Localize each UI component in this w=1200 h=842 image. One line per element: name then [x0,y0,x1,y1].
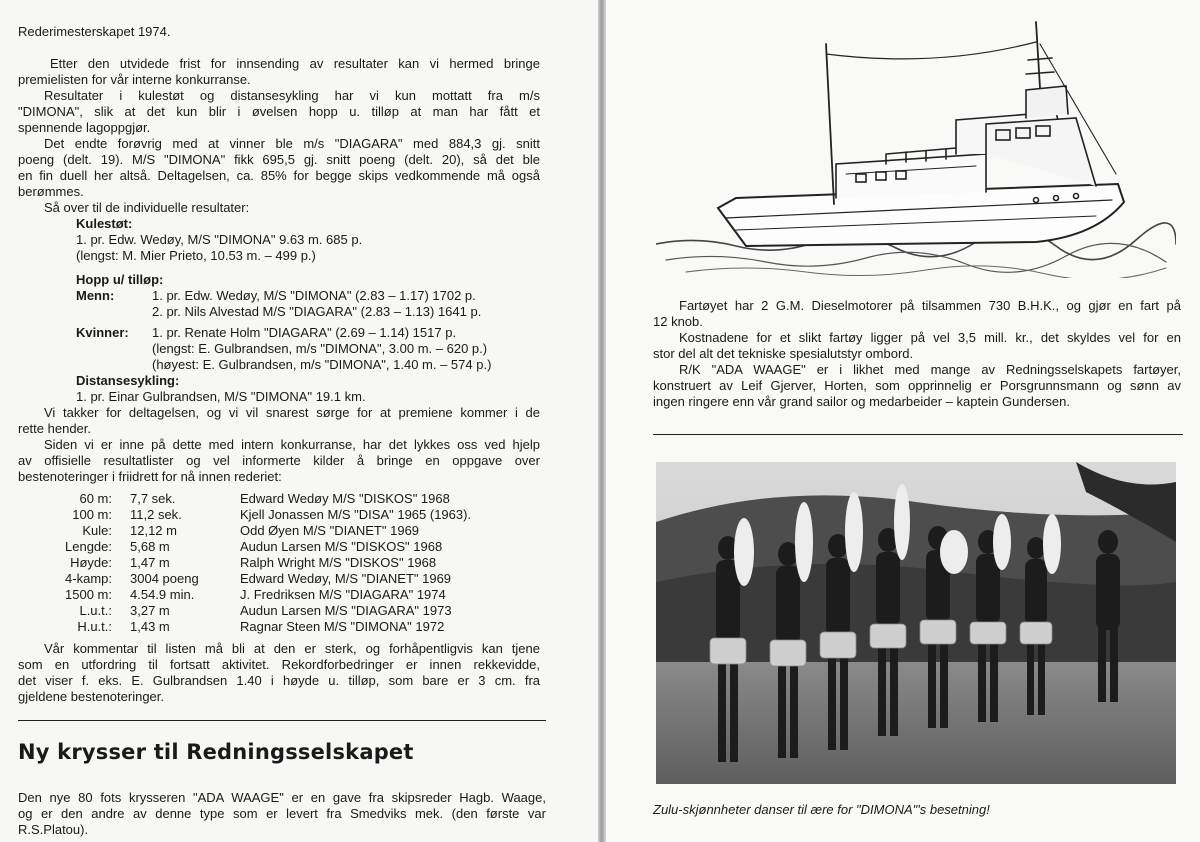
para8-line: R.S.Platou). [18,822,89,837]
left-page [0,0,598,842]
para1-line: Etter den utvidede frist for innsending av resultater kan vi hermed bringe [50,56,540,71]
record-row [18,539,540,555]
para7-line: Vår kommentar til listen må bli at den er sterk, og forhåpentligvis kan tjene [44,641,540,656]
record-holder: Edward Wedøy, M/S "DIANET" 1969 [240,571,452,586]
para6-line: av offisielle resultatlister og vel informerte kilder å bringe en oppgave over [18,453,540,468]
record-result: 1,43 m [130,619,170,634]
para3-line: poeng (delt. 19). M/S "DIMONA" fikk 695,5 gj. snitt poeng (delt. 20), så det ble [18,152,540,167]
right-para3-line: konstruert av Leif Gjerver, Horten, som opprinnelig er Porsgrunnsmann og sønn av [653,378,1181,393]
kvinner-label: Kvinner: [76,325,129,340]
hopp-menn-row [18,288,540,304]
record-event: L.u.t.: [79,603,112,618]
hopp-kvinner-row [18,357,540,373]
kulestot-line: (lengst: M. Mier Prieto, 10.53 m. – 499 p.) [76,248,316,263]
right-para2-line: Kostnadene for et slikt fartøy ligger på vel 3,5 mill. kr., det skyldes vel for en [679,330,1181,345]
para6-line: bestenoteringer i friidrett for nå innen rederiet: [18,469,282,484]
record-row [18,587,540,603]
kvinner-line: 1. pr. Renate Holm "DIAGARA" (2.69 – 1.14) 1517 p. [152,325,457,340]
hopp-kvinner-row [18,341,540,357]
divider-line [653,434,1183,435]
book-gutter [598,0,606,842]
record-event: 60 m: [79,491,112,506]
record-event: Høyde: [70,555,112,570]
record-event: 1500 m: [65,587,112,602]
para7-line: det viser f. eks. E. Gulbrandsen 1.40 i høyde u. tilløp, som bare er 3 cm. fra [18,673,540,688]
menn-line: 1. pr. Edw. Wedøy, M/S "DIMONA" (2.83 – 1.17) 1702 p. [152,288,476,303]
para7-line: som en utfordring til fortsatt aktivitet. Rekordforbedringer er innen rekkevidde, [18,657,540,672]
record-event: 4-kamp: [65,571,112,586]
para7-line: gjeldene bestenoteringer. [18,689,165,704]
record-result: 3,27 m [130,603,170,618]
right-para1-line: Fartøyet har 2 G.M. Dieselmotorer på tilsammen 730 B.H.K., og gjør en fart på [679,298,1181,313]
para8-line: Den nye 80 fots krysseren "ADA WAAGE" er en gave fra skipsreder Hagb. Waage, [18,790,546,805]
para6-line: Siden vi er inne på dette med intern konkurranse, har det lykkes oss ved hjelp [44,437,540,452]
record-result: 11,2 sek. [130,507,182,522]
record-holder: Ralph Wright M/S "DISKOS" 1968 [240,555,437,570]
record-event: Kule: [82,523,112,538]
record-event: 100 m: [72,507,112,522]
para4-line: Så over til de individuelle resultater: [44,200,250,215]
distanse-heading: Distansesykling: [76,373,180,388]
para5-line: rette hender. [18,421,91,436]
para2-line: spennende lagoppgjør. [18,120,151,135]
para3-line: en fin duell her altså. Deltagelsen, ca. 85% for begge skips vedkommende må også [18,168,540,183]
record-row [18,507,540,523]
left-text-column [18,24,540,705]
record-row [18,523,540,539]
para3-line: berømmes. [18,184,84,199]
record-row [18,571,540,587]
record-row [18,619,540,635]
record-result: 12,12 m [130,523,177,538]
right-para3-line: R/K "ADA WAAGE" er i likhet med mange av Redningsselskapets fartøyer, [679,362,1181,377]
right-para2-line: stor del alt det tekniske spesialutstyr ombord. [653,346,914,361]
para2-line: "DIMONA", slik at det kun blir i øvelsen hopp u. tilløp at man har fått et [18,104,540,119]
record-holder: Audun Larsen M/S "DISKOS" 1968 [240,539,443,554]
section-heading: Ny krysser til Redningsselskapet [18,740,414,764]
para8-line: og er den andre av denne type som er levert fra Smedviks mek. (den første var [18,806,546,821]
hopp-menn-row [18,304,540,320]
kulestot-line: 1. pr. Edw. Wedøy, M/S "DIMONA" 9.63 m. 685 p. [76,232,363,247]
photo-caption: Zulu-skjønnheter danser til ære for "DIMONA"'s besetning! [653,802,990,817]
distanse-line: 1. pr. Einar Gulbrandsen, M/S "DIMONA" 19.1 km. [76,389,366,404]
para3-line: Det endte forøvrig med at vinner ble m/s "DIAGARA" med 884,3 gj. snitt [44,136,540,151]
record-holder: J. Fredriksen M/S "DIAGARA" 1974 [240,587,446,602]
record-result: 5,68 m [130,539,170,554]
kulestot-heading: Kulestøt: [76,216,133,231]
record-holder: Ragnar Steen M/S "DIMONA" 1972 [240,619,445,634]
record-holder: Odd Øyen M/S "DIANET" 1969 [240,523,420,538]
record-row [18,491,540,507]
record-row [18,603,540,619]
right-page [606,0,1200,842]
record-result: 3004 poeng [130,571,199,586]
record-holder: Kjell Jonassen M/S "DISA" 1965 (1963). [240,507,472,522]
para2-line: Resultater i kulestøt og distansesykling har vi kun mottatt fra m/s [44,88,540,103]
para1-line: premielisten for vår interne konkurranse. [18,72,251,87]
right-text-column [653,298,1181,410]
record-row [18,555,540,571]
hopp-heading: Hopp u/ tilløp: [76,272,164,287]
record-result: 1,47 m [130,555,170,570]
intro-line: Rederimesterskapet 1974. [18,24,171,39]
record-event: Lengde: [65,539,112,554]
menn-line: 2. pr. Nils Alvestad M/S "DIAGARA" (2.83 – 1.13) 1641 p. [152,304,482,319]
boat-illustration [656,14,1176,278]
record-result: 7,7 sek. [130,491,176,506]
para5-line: Vi takker for deltagelsen, og vi vil snarest sørge for at premiene kommer i de [44,405,540,420]
kvinner-line: (lengst: E. Gulbrandsen, m/s "DIMONA", 3.00 m. – 620 p.) [152,341,488,356]
record-result: 4.54.9 min. [130,587,195,602]
right-para3-line: ingen ringere enn vår grand sailor og medarbeider – kaptein Gundersen. [653,394,1070,409]
record-holder: Audun Larsen M/S "DIAGARA" 1973 [240,603,452,618]
divider-line [18,720,546,721]
hopp-kvinner-row [18,325,540,341]
lower-text-column [18,790,546,838]
records-table [18,491,540,635]
menn-label: Menn: [76,288,115,303]
record-event: H.u.t.: [77,619,112,634]
record-holder: Edward Wedøy M/S "DISKOS" 1968 [240,491,450,506]
zulu-dance-photo [656,462,1176,784]
right-para1-line: 12 knob. [653,314,703,329]
kvinner-line: (høyest: E. Gulbrandsen, m/s "DIMONA", 1.40 m. – 574 p.) [152,357,492,372]
